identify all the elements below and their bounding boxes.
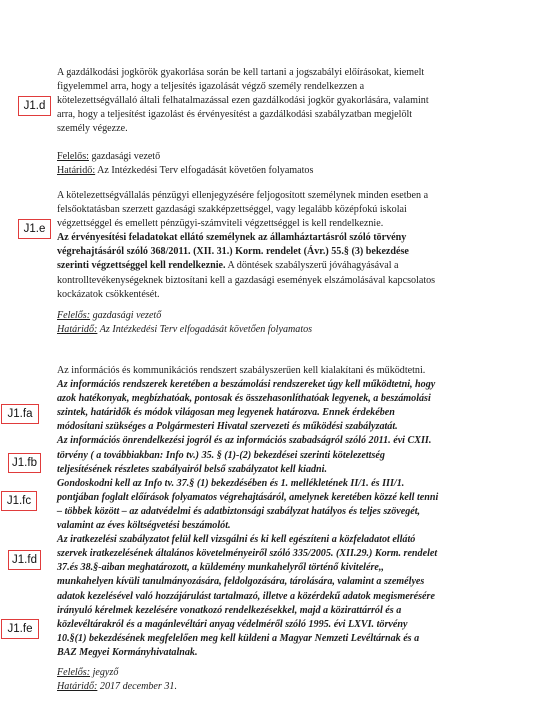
text-line: A gazdálkodási jogkörök gyakorlása során be kell tartani a jogszabályi előírásokat, kiemelt <box>57 67 425 78</box>
tag-j1fc: J1.fc <box>1 491 37 511</box>
text-line: kötelezettségvállaló általi felhatalmazással ezen gazdálkodási jogkör gyakorlására, valamint <box>57 95 429 107</box>
text-line: végzettséggel és emellett pénzügyi-számviteli végzettséggel is kell rendelkeznie. <box>57 218 384 230</box>
text-line-bold-italic: teljesítésének részletes szabályairól belső szabályzatot kell kiadni. <box>57 463 327 475</box>
felelos-label: Felelős: <box>57 310 91 321</box>
text-line-bold-italic: 10.§(1) bekezdésének megfelelően meg kell küldeni a Magyar Nemzeti Levéltárnak és a <box>57 632 420 644</box>
text-plain: A döntések szabályszerű jóváhagyásával a <box>225 260 399 272</box>
hatarido-label: Határidő: <box>57 681 98 692</box>
text-line-bold-italic: közlevéltárakról és a magánlevéltári anyag védelméről szóló 1995. évi LXVI. törvény <box>57 618 408 630</box>
text-line-bold-italic: módosítani szükséges a Polgármesteri Hivatal szervezeti és működési szabályzatát. <box>57 421 398 433</box>
text-line: felsőoktatásban szerzett gazdasági szakképzettséggel, vagy legalább középfokú iskolai <box>57 204 407 216</box>
text-line-bold: Az érvényesítési feladatokat ellátó személynek az államháztartásról szóló törvény <box>57 232 407 244</box>
tag-j1d: J1.d <box>18 96 51 116</box>
text-line-bold-italic: Gondoskodni kell az Info tv. 37.§ (1) bekezdésében és 1. mellékletének II/1. és III/1. <box>57 477 405 489</box>
tag-j1fb: J1.fb <box>8 453 41 473</box>
text-line-bold-italic: törvény ( a továbbiakban: Info tv.) 35. § (1)-(2) bekezdései szerinti kötelezettség <box>57 449 385 461</box>
felelos-label: Felelős: <box>57 667 91 678</box>
text-bold: szerinti végzettséggel kell rendelkeznie. <box>57 260 226 272</box>
felelos-value: gazdasági vezető <box>88 151 161 162</box>
felelos-value: gazdasági vezető <box>90 310 162 321</box>
text-line: A kötelezettségvállalás pénzügyi ellenjegyzésére feljogosított személynek minden esetben a <box>57 190 429 201</box>
text-line: arra, hogy a teljesítést igazolást és érvényesítést a gazdálkodási szabályzatban megjelölt <box>57 109 413 121</box>
hatarido-label: Határidő: <box>57 324 98 335</box>
text-line-bold-italic: szintek, határidők és módok világosan meg legyenek határozva. Ennek érdekében <box>57 407 395 419</box>
text-line: figyelemmel arra, hogy a teljesítés igazolását végző személy rendelkezzen a <box>57 81 365 93</box>
felelos-f <box>57 666 118 680</box>
text-line-mixed <box>57 259 499 273</box>
hatarido-label: Határidő: <box>57 165 96 176</box>
text-line-bold-italic: munkahelyen kívüli tanulmányozására, feldolgozására, tárolására, valamint a személyes <box>57 576 425 588</box>
hatarido-e <box>57 323 312 337</box>
text-line-bold-italic: irányuló kérelmek kezelésére vonatkozó rendelkezésekkel, majd a közirattárról és a <box>57 604 402 616</box>
felelos-d <box>57 150 160 164</box>
text-line-bold-italic: 37.és 38.§-aiban meghatározott, a küldemény munkahelyről történő kivitelére,, <box>57 562 384 574</box>
paragraph-gazdalkodasi-jogkorok <box>57 66 499 136</box>
paragraph-informacios-rendszer <box>57 364 527 660</box>
felelos-e <box>57 309 161 323</box>
text-line-bold-italic: Az információs önrendelkezési jogról és az információs szabadságról szóló 2011. évi CXII. <box>57 435 432 447</box>
text-line-bold-italic: Az iratkezelési szabályzatot felül kell vizsgálni és ki kell egészíteni a közfeladatot ellátó <box>57 534 416 546</box>
paragraph-ellenjegyzes <box>57 189 499 302</box>
text-line: személy végezze. <box>57 123 128 135</box>
text-line-bold-italic: pontjában foglalt előírások folyamatos végrehajtásáról, amelynek keretében közzé kell tenni <box>57 491 439 503</box>
text-line: Az információs és kommunikációs rendszert szabályszerűen kell kialakítani és működtetni. <box>57 365 426 376</box>
text-line-bold-italic: azok hatékonyak, megbízhatóak, pontosak és összehasonlíthatóak legyenek, a beszámolási <box>57 393 431 405</box>
text-line-bold-italic: BAZ Megyei Kormányhivatalnak. <box>57 646 198 658</box>
text-line-bold-italic: Az információs rendszerek keretében a beszámolási rendszereket úgy kell működtetni, hogy <box>57 379 436 391</box>
tag-j1fd: J1.fd <box>8 550 41 570</box>
felelos-value: jegyző <box>90 667 119 678</box>
felelos-label: Felelős: <box>57 151 89 162</box>
text-line: kontrolltevékenységeknek biztosítani kell a gazdasági események elszámolásával kapcsolatos <box>57 274 436 286</box>
hatarido-value: Az Intézkedési Terv elfogadását követően folyamatos <box>95 165 314 176</box>
hatarido-value: Az Intézkedési Terv elfogadását követően folyamatos <box>97 324 313 335</box>
tag-j1fe: J1.fe <box>1 619 39 639</box>
tag-j1fa: J1.fa <box>1 404 39 424</box>
text-line-bold: végrehajtásáról szóló 368/2011. (XII. 31.) Korm. rendelet (Ávr.) 55.§ (3) bekezdése <box>57 246 409 258</box>
hatarido-value: 2017 december 31. <box>97 681 177 692</box>
text-line-bold-italic: valamint az éves költségvetési beszámolót. <box>57 520 231 532</box>
text-line-bold-italic: szervek iratkezelésének általános követelményeiről szóló 335/2005. (XII.29.) Korm. rendelet <box>57 548 438 560</box>
text-line: kockázatok csökkentését. <box>57 288 160 300</box>
text-line-bold-italic: – többek között – az adatvédelmi és adatbiztonsági szabályzat hatályos és teljes szövegét, <box>57 505 421 517</box>
hatarido-f <box>57 680 177 694</box>
tag-j1e: J1.e <box>18 219 51 239</box>
hatarido-d <box>57 164 313 178</box>
text-line-bold-italic: adatok kezelésével való hozzájárulást tartalmazó, illetve a közérdekű adatok megismerésére <box>57 590 435 602</box>
